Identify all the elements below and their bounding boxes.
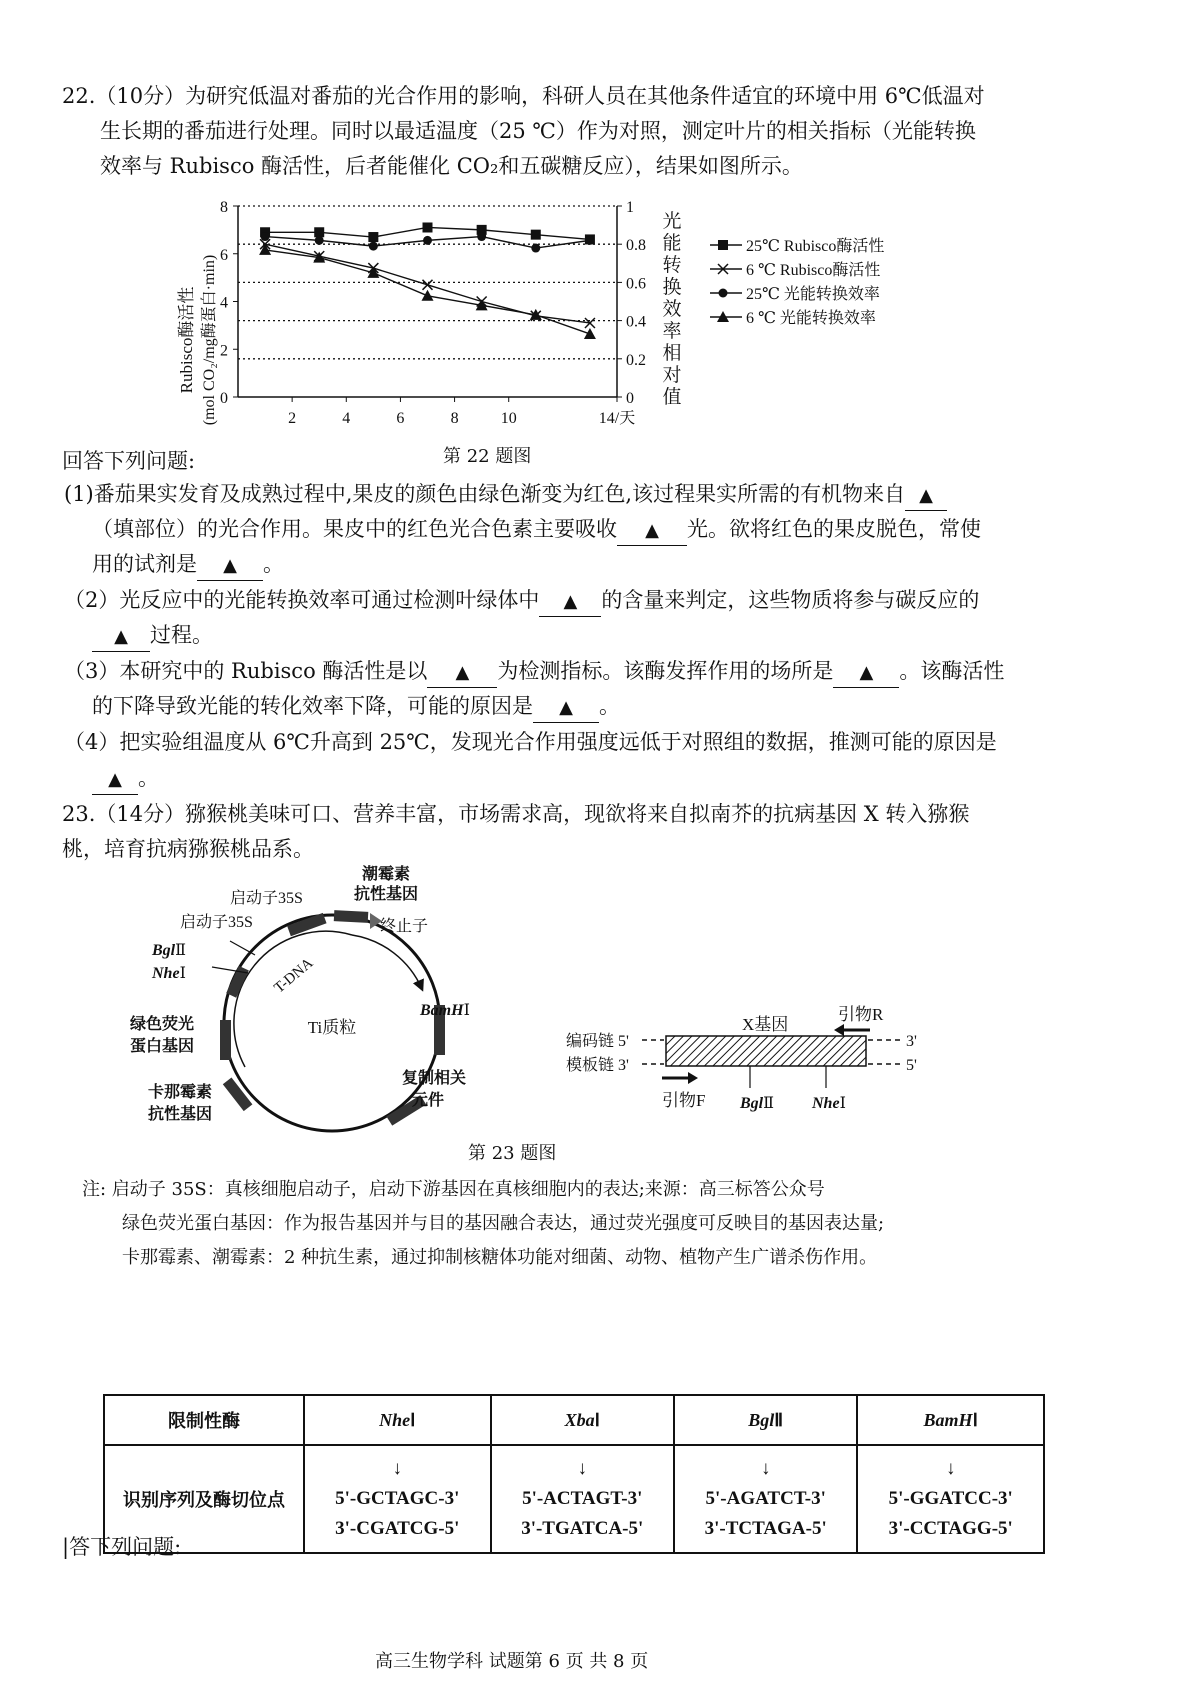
- answer-blank[interactable]: ▲: [533, 692, 599, 723]
- page-footer: 高三生物学科 试题第 6 页 共 8 页: [375, 1651, 649, 1672]
- q22-sub1-line2: （填部位）的光合作用。果皮中的红色光合色素主要吸收 ▲ 光。欲将红色的果皮脱色，常使: [92, 515, 981, 546]
- marker-circle: [531, 244, 540, 253]
- bamhi-site-label: BamHⅠ: [420, 1002, 470, 1019]
- template-strand-label: 模板链 3': [566, 1057, 629, 1074]
- marker-x: [423, 280, 433, 290]
- q22-sub4-line2: ▲ 。: [92, 764, 159, 795]
- q22-sub1-line3: 用的试剂是 ▲ 。: [92, 550, 284, 581]
- y-tick-label-right: 0.8: [626, 237, 646, 255]
- marker-circle: [261, 232, 270, 241]
- answer-blank[interactable]: ▲: [833, 657, 899, 688]
- enzyme-name-cell: BglⅡ: [674, 1395, 857, 1445]
- q22-sub3-line2: 的下降导致光能的转化效率下降，可能的原因是 ▲ 。: [92, 692, 620, 723]
- y-tick-label-right: 0.6: [626, 275, 646, 293]
- answer-blank[interactable]: ▲: [92, 621, 150, 652]
- table-row-label: 限制性酶: [104, 1395, 304, 1445]
- nhei-site-label: NheⅠ: [152, 965, 186, 982]
- left-axis-title: Rubisco酶活性: [177, 286, 196, 394]
- y-tick-label-left: 0: [220, 390, 228, 407]
- x-tick-label: 6: [396, 410, 405, 427]
- x-gene-diagram: [566, 1000, 1020, 1120]
- y-tick-label-left: 6: [220, 246, 228, 264]
- legend-label: 6 ℃ Rubisco酶活性: [746, 262, 881, 279]
- q23-answer-prompt: |答下列问题:: [62, 1535, 182, 1559]
- legend-label: 25℃ 光能转换效率: [746, 286, 880, 303]
- sequence-cell: ↓ 5'-ACTAGT-3' 3'-TGATCA-5': [491, 1445, 674, 1553]
- x-tick-label: 10: [500, 410, 517, 427]
- gfp-gene-block: [220, 1020, 231, 1060]
- q22-header-line3: 效率与 Rubisco 酶活性，后者能催化 CO₂和五碳糖反应），结果如图所示。: [100, 154, 803, 178]
- x-tick-label: 8: [450, 410, 459, 427]
- q23-figure-caption: 第 23 题图: [468, 1143, 557, 1164]
- marker-square: [368, 232, 378, 242]
- marker-triangle: [422, 290, 434, 301]
- marker-square: [718, 240, 728, 250]
- y-tick-label-left: 2: [220, 342, 228, 360]
- primer-r-label: 引物R: [838, 1005, 884, 1024]
- bglii-site-label: BglⅡ: [152, 942, 186, 959]
- hygromycin-gene-block: [334, 910, 369, 923]
- legend-label: 6 ℃ 光能转换效率: [746, 310, 876, 327]
- kanamycin-label-2: 抗性基因: [148, 1106, 213, 1123]
- answer-blank[interactable]: ▲: [427, 657, 497, 688]
- q22-sub2-line1: （2）光反应中的光能转换效率可通过检测叶绿体中 ▲ 的含量来判定，这些物质将参与碳反应的: [64, 586, 979, 617]
- tdna-label: T-DNA: [271, 955, 317, 997]
- answer-blank[interactable]: ▲: [905, 480, 947, 511]
- promoter-35s-left-label: 启动子35S: [180, 914, 253, 931]
- promoter-35s-left-block: [226, 966, 249, 998]
- gene-nhei-label: NheⅠ: [812, 1095, 846, 1112]
- series-line: [265, 244, 590, 323]
- promoter-35s-top-label: 启动子35S: [230, 890, 303, 907]
- y-tick-label-right: 1: [626, 199, 634, 216]
- enzyme-name-cell: NheⅠ: [304, 1395, 491, 1445]
- x-tick-label: 2: [288, 410, 297, 427]
- y-tick-label-right: 0: [626, 390, 634, 407]
- q22-header-line1: 22.（10分）为研究低温对番茄的光合作用的影响，科研人员在其他条件适宜的环境中用 6℃低温对: [62, 84, 985, 108]
- enzyme-name-cell: XbaⅠ: [491, 1395, 674, 1445]
- marker-circle: [369, 242, 378, 251]
- gfp-label-1: 绿色荧光: [130, 1016, 195, 1033]
- q22-sub2-line2: ▲ 过程。: [92, 621, 213, 652]
- table-sequence-row: [104, 1445, 1044, 1553]
- coding-strand-label: 编码链 5': [566, 1033, 629, 1050]
- right-axis-title: 光能转换效率相对值: [662, 210, 682, 408]
- hygromycin-label-2: 抗性基因: [354, 886, 419, 903]
- sequence-cell: ↓ 5'-GGATCC-3' 3'-CCTAGG-5': [857, 1445, 1044, 1553]
- q23-note-2: 绿色荧光蛋白基因：作为报告基因并与目的基因融合表达，通过荧光强度可反映目的基因表达量;: [122, 1213, 885, 1234]
- x-gene-label: X基因: [742, 1015, 789, 1034]
- q22-sub3-line1: （3）本研究中的 Rubisco 酶活性是以 ▲ 为检测指标。该酶发挥作用的场所是 ▲ 。该酶活性: [64, 657, 1004, 688]
- y-tick-label-left: 8: [220, 199, 228, 216]
- gene-bglii-label: BglⅡ: [740, 1095, 774, 1112]
- terminator-label: 终止子: [380, 918, 429, 935]
- marker-circle: [315, 236, 324, 245]
- q22-line-chart: [170, 200, 930, 470]
- answer-blank[interactable]: ▲: [92, 764, 138, 795]
- q23-header-line2: 桃，培育抗病猕猴桃品系。: [62, 837, 314, 861]
- x-tick-label: 14/天: [598, 410, 636, 427]
- q22-header-line2: 生长期的番茄进行处理。同时以最适温度（25 ℃）作为对照，测定叶片的相关指标（光能转换: [100, 119, 976, 143]
- marker-square: [531, 230, 541, 240]
- kanamycin-gene-block: [223, 1078, 253, 1112]
- q23-note-1: 注: 启动子 35S：真核细胞启动子，启动下游基因在真核细胞内的表达;来源：高三标答公众号: [82, 1179, 825, 1200]
- q23-header-line1: 23.（14分）猕猴桃美味可口、营养丰富，市场需求高，现欲将来自拟南芥的抗病基因 X 转入猕猴: [62, 802, 970, 826]
- answer-blank[interactable]: ▲: [539, 586, 601, 617]
- coding-end-3: 3': [906, 1033, 917, 1050]
- table-header-row: [104, 1395, 1044, 1445]
- y-tick-label-right: 0.4: [626, 313, 646, 331]
- legend-label: 25℃ Rubisco酶活性: [746, 238, 885, 255]
- rep-label-1: 复制相关: [402, 1070, 467, 1087]
- enzyme-name-cell: BamHⅠ: [857, 1395, 1044, 1445]
- gfp-label-2: 蛋白基因: [130, 1038, 195, 1055]
- y-tick-label-right: 0.2: [626, 351, 646, 369]
- marker-triangle: [584, 328, 596, 339]
- q23-note-3: 卡那霉素、潮霉素：2 种抗生素，通过抑制核糖体功能对细菌、动物、植物产生广谱杀伤作用。: [122, 1247, 878, 1268]
- answer-blank[interactable]: ▲: [617, 515, 687, 546]
- marker-square: [423, 222, 433, 232]
- marker-circle: [423, 236, 432, 245]
- marker-circle: [585, 236, 594, 245]
- sequence-cell: ↓ 5'-AGATCT-3' 3'-TCTAGA-5': [674, 1445, 857, 1553]
- marker-circle: [719, 289, 728, 298]
- q22-figure-caption: 第 22 题图: [443, 446, 532, 467]
- ti-plasmid-diagram: [120, 855, 540, 1135]
- rep-label-2: 元件: [412, 1092, 445, 1109]
- x-tick-label: 4: [342, 410, 351, 427]
- marker-circle: [477, 232, 486, 241]
- table-row-label: 识别序列及酶切位点: [104, 1445, 304, 1553]
- x-gene-block: [666, 1036, 866, 1066]
- q22-sub4-line1: （4）把实验组温度从 6℃升高到 25℃，发现光合作用强度远低于对照组的数据，推测可能的原因是: [64, 730, 997, 754]
- left-axis-unit: (mol CO₂/mg酶蛋白·min): [201, 254, 218, 426]
- answer-blank[interactable]: ▲: [197, 550, 263, 581]
- template-end-5: 5': [906, 1057, 917, 1074]
- sequence-cell: ↓ 5'-GCTAGC-3' 3'-CGATCG-5': [304, 1445, 491, 1553]
- plasmid-center-label: Ti质粒: [307, 1018, 357, 1037]
- q22-answer-prompt: 回答下列问题:: [62, 449, 196, 473]
- marker-square: [314, 227, 324, 237]
- hygromycin-label-1: 潮霉素: [362, 866, 411, 883]
- primer-f-label: 引物F: [662, 1091, 706, 1110]
- restriction-enzyme-table: [103, 1394, 1045, 1554]
- y-tick-label-left: 4: [220, 294, 228, 312]
- kanamycin-label-1: 卡那霉素: [148, 1084, 213, 1101]
- q22-sub1-line1: (1)番茄果实发育及成熟过程中,果皮的颜色由绿色渐变为红色,该过程果实所需的有机物来自 ▲: [64, 480, 947, 511]
